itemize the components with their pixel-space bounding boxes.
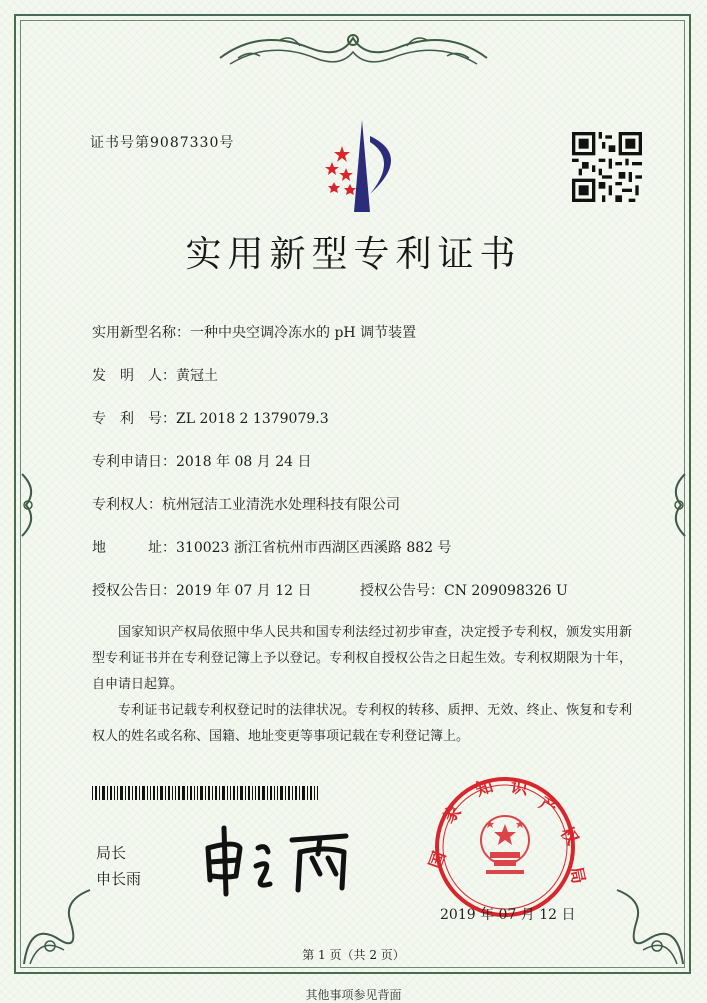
field-label: 地 址： xyxy=(92,540,176,556)
field-label: 专利权人： xyxy=(92,497,162,513)
body-paragraph: 国家知识产权局依照中华人民共和国专利法经过初步审查，决定授予专利权，颁发实用新型专利证书并在专利登记簿上予以登记。专利权自授权公告之日起生效。专利权期限为十年，自申请日起算。 xyxy=(92,625,632,692)
field-value: 一种中央空调冷冻水的 pH 调节装置 xyxy=(190,325,417,341)
right-ornament xyxy=(665,470,691,540)
svg-text:局: 局 xyxy=(565,864,589,886)
svg-text:国: 国 xyxy=(425,848,451,872)
body-paragraph: 专利证书记载专利权登记时的法律状况。专利权的转移、质押、无效、终止、恢复和专利权人的姓名或名称、国籍、地址变更等事项记载在专利登记簿上。 xyxy=(92,703,632,744)
field-grant-announcement-date xyxy=(92,580,312,600)
svg-text:知: 知 xyxy=(473,776,496,801)
field-value: CN 209098326 U xyxy=(444,583,568,599)
field-inventor xyxy=(92,365,218,385)
barcode-icon xyxy=(92,786,318,800)
field-value: ZL 2018 2 1379079.3 xyxy=(176,411,329,427)
field-address xyxy=(92,537,452,557)
field-value: 2018 年 08 月 24 日 xyxy=(176,454,312,470)
svg-text:权: 权 xyxy=(555,823,583,849)
field-utility-model-name xyxy=(92,322,416,342)
back-note: 其他事项参见背面 xyxy=(305,988,402,1002)
director-title: 局长 xyxy=(96,844,127,862)
field-label: 专利申请日： xyxy=(92,454,176,470)
certificate-body xyxy=(92,620,632,750)
top-ornament xyxy=(200,18,507,82)
field-application-date xyxy=(92,451,312,471)
field-label: 发 明 人： xyxy=(92,368,176,384)
field-label: 授权公告日： xyxy=(92,583,176,599)
certificate-title: 实用新型专利证书 xyxy=(185,234,522,275)
svg-text:产: 产 xyxy=(535,793,561,820)
svg-text:家: 家 xyxy=(439,801,466,828)
qr-code-icon xyxy=(572,132,642,202)
field-value: 黄冠土 xyxy=(176,368,218,384)
field-label: 专 利 号： xyxy=(92,411,176,427)
seal-date: 2019 年 07 月 12 日 xyxy=(440,907,576,923)
official-seal-stamp xyxy=(420,772,590,922)
certificate-number: 证书号第9087330号 xyxy=(90,135,235,151)
field-value: 杭州冠洁工业清洗水处理科技有限公司 xyxy=(162,497,400,513)
field-value: 2019 年 07 月 12 日 xyxy=(176,583,312,599)
page-number: 第 1 页（共 2 页） xyxy=(302,948,405,962)
field-patent-number xyxy=(92,408,329,428)
field-label: 授权公告号： xyxy=(360,583,444,599)
director-name: 申长雨 xyxy=(96,870,142,888)
field-patentee xyxy=(92,494,400,514)
field-label: 实用新型名称： xyxy=(92,325,190,341)
cnipa-logo-icon xyxy=(312,116,412,216)
field-grant-announcement-number xyxy=(360,580,568,600)
handwritten-signature xyxy=(196,818,366,898)
field-value: 310023 浙江省杭州市西湖区西溪路 882 号 xyxy=(176,540,452,556)
left-ornament xyxy=(16,470,42,540)
svg-text:识: 识 xyxy=(509,777,529,800)
